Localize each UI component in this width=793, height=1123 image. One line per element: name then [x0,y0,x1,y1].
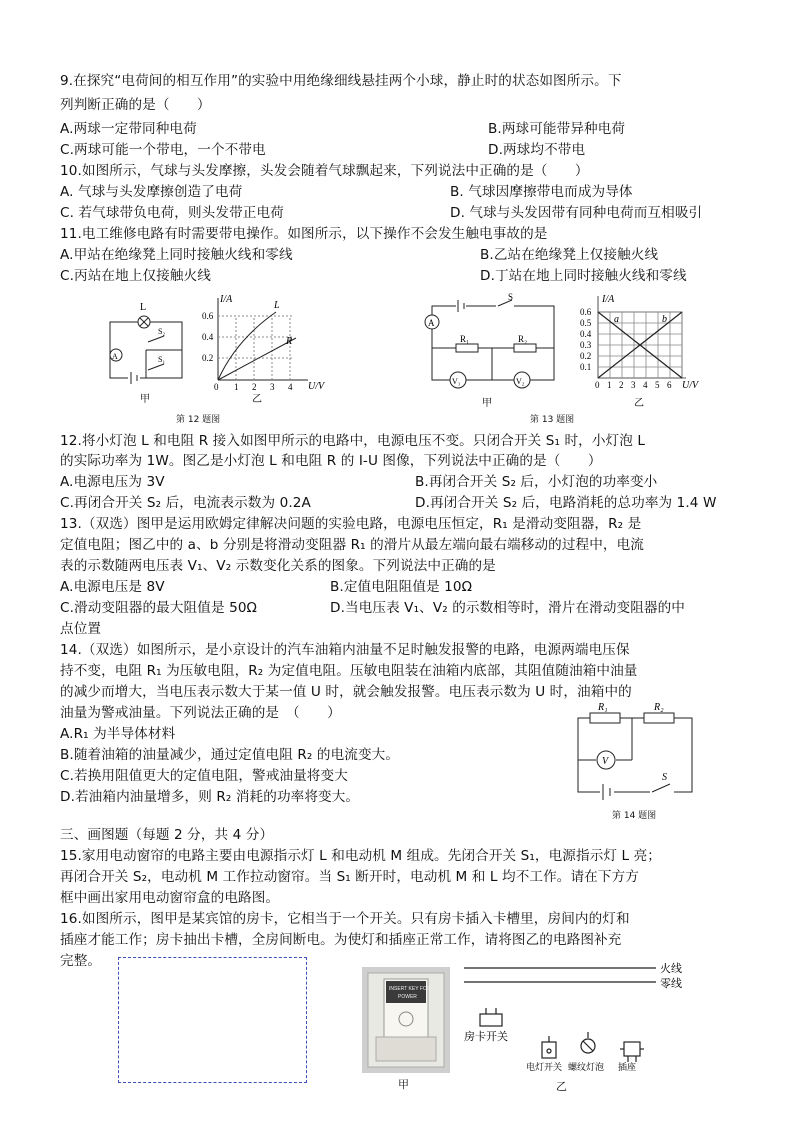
fig12-line-r-label: R [286,336,293,347]
q14-option-c: C.若换用阻值更大的定值电阻，警戒油量将变大 [60,768,348,784]
q12-option-d: D.再闭合开关 S₂ 后，电路消耗的总功率为 1.4 W [415,495,717,511]
fig12-x-tick: 2 [252,382,257,392]
q11-option-d: D.丁站在地上同时接触火线和零线 [480,268,687,284]
fig13-y-tick: 0.6 [580,307,592,317]
q16-line2: 插座才能工作；房卡抽出卡槽，全房间断电。为使灯和插座正常工作，请将图乙的电路图补充 [60,932,622,948]
fig16-neutral-wire-label: 零线 [660,978,682,990]
q13-option-b: B.定值电阻阻值是 10Ω [330,579,473,595]
fig13-label-yi: 乙 [634,398,644,409]
q13-option-d-line1: D.当电压表 V₁、V₂ 的示数相等时，滑片在滑动变阻器的中 [330,600,685,616]
fig13-x-axis-label: U/V [682,380,699,391]
q9-option-d: D.两球均不带电 [488,142,586,158]
fig16-label-yi: 乙 [556,1080,568,1093]
q9-option-c: C.两球可能一个带电，一个不带电 [60,142,266,158]
fig16-wiring-diagram [460,958,700,1076]
fig13-switch-label: S [508,292,514,302]
q12-option-b: B.再闭合开关 S₂ 后，小灯泡的功率变小 [415,474,658,490]
lamp-switch-symbol [542,1042,556,1058]
fig12-x-tick: 0 [214,382,219,392]
q11-option-a: A.甲站在绝缘凳上同时接触火线和零线 [60,247,293,263]
q13-stem-line2: 定值电阻；图乙中的 a、b 分别是将滑动变阻器 R₁ 的滑片从最左端向最右端移动的过程中，电流 [60,537,644,553]
fig13-x-tick: 2 [619,380,624,390]
q14-stem-line2: 持不变，电阻 R₁ 为压敏电阻，R₂ 为定值电阻。压敏电阻装在油箱内底部，其阻值随油箱中油量 [60,663,638,679]
fig13-ammeter-label: A [428,318,435,328]
fig12-circuit [110,316,182,384]
q9-stem-line1: 9.在探究“电荷间的相互作用”的实验中用绝缘细线悬挂两个小球，静止时的状态如图所示。下 [60,73,622,89]
fig12-curve-l-label: L [274,300,280,311]
fig12-y-axis-label: I/A [220,294,233,305]
fig16-card-text1: INSERT KEY FOR [389,986,431,992]
q14-stem-line4: 油量为警戒油量。下列说法正确的是 （ ） [60,705,341,721]
fig13-r2-label: R₂ [518,334,528,344]
q15-line2: 再闭合开关 S₂，电动机 M 工作拉动窗帘。当 S₁ 断开时，电动机 M 和 L 均不工作。请在下方方 [60,869,639,885]
section-3-heading: 三、画图题（每题 2 分，共 4 分） [60,827,274,843]
fig16-label-jia: 甲 [398,1078,410,1091]
q13-option-c: C.滑动变阻器的最大阻值是 50Ω [60,600,258,616]
fig13-x-tick: 0 [595,380,600,390]
fig16-lamp-switch-label: 电灯开关 [526,1062,563,1072]
q15-line1: 15.家用电动窗帘的电路主要由电源指示灯 L 和电动机 M 组成。先闭合开关 S₁，电源指示灯 L 亮； [60,848,661,864]
fig12-x-tick: 4 [288,382,293,392]
fig13-x-tick: 1 [607,380,612,390]
fig12-x-tick: 1 [234,382,239,392]
fig13-label-jia: 甲 [482,398,492,409]
q14-option-d: D.若油箱内油量增多，则 R₂ 消耗的功率将变大。 [60,789,360,805]
fig13-y-tick: 0.1 [580,362,592,372]
q13-option-d-line2: 点位置 [60,621,102,637]
fig13-line-a-label: a [614,314,619,325]
q11-option-c: C.丙站在地上仅接触火线 [60,268,211,284]
fig16-card-switch-label: 房卡开关 [464,1031,508,1043]
fig12-graph [218,298,308,380]
fig12-s1-label: S₁ [158,355,166,364]
fig14-switch-label: S [662,772,667,783]
fig13-circuit [425,300,554,388]
q14-option-b: B.随着油箱的油量减少，通过定值电阻 R₂ 的电流变大。 [60,747,400,763]
q11-stem: 11.电工维修电路有时需要带电操作。如图所示，以下操作不会发生触电事故的是 [60,226,548,242]
fig14-r1-label: R₁ [598,702,608,713]
fig13-x-tick: 4 [643,380,648,390]
card-switch-symbol [480,1014,502,1026]
fig14-caption: 第 14 题图 [612,811,657,821]
fig12-x-axis-label: U/V [308,381,325,392]
q13-stem-line3: 表的示数随两电压表 V₁、V₂ 示数变化关系的图象。下列说法中正确的是 [60,558,496,574]
figure-12 [96,292,326,410]
fig13-x-tick: 6 [667,380,672,390]
q14-stem-line3: 的减少而增大，当电压表示数大于某一值 U 时，就会触发报警。电压表示数为 U 时，油箱中的 [60,684,632,700]
fig12-ammeter-label: A [112,352,118,361]
fig13-x-tick: 3 [631,380,636,390]
q13-option-a: A.电源电压是 8V [60,579,165,595]
answer-drawing-box[interactable] [118,957,307,1083]
fig13-y-tick: 0.4 [580,329,592,339]
fig13-y-tick: 0.5 [580,318,592,328]
q15-line3: 框中画出家用电动窗帘盒的电路图。 [60,890,280,906]
fig14-r2-label: R₂ [654,702,664,713]
q12-stem-line1: 12.将小灯泡 L 和电阻 R 接入如图甲所示的电路中，电源电压不变。只闭合开关 S₁ 时，小灯泡 L [60,433,646,449]
q10-option-a: A. 气球与头发摩擦创造了电荷 [60,184,243,200]
q10-option-c: C. 若气球带负电荷，则头发带正电荷 [60,205,284,221]
fig16-card-photo [362,967,450,1073]
fig12-y-tick: 0.6 [202,311,214,321]
q12-option-c: C.再闭合开关 S₂ 后，电流表示数为 0.2A [60,495,311,511]
fig12-label-jia: 甲 [140,394,150,405]
q14-stem-line1: 14.（双选）如图所示，是小京设计的汽车油箱内油量不足时触发报警的电路，电源两端电压保 [60,642,630,658]
q16-line1: 16.如图所示，图甲是某宾馆的房卡，它相当于一个开关。只有房卡插入卡槽里，房间内的灯和 [60,911,630,927]
q10-option-b: B. 气球因摩擦带电而成为导体 [450,184,633,200]
fig13-v2-label: V₂ [516,377,525,386]
fig13-y-axis-label: I/A [602,294,615,305]
fig12-lamp-label: L [140,302,147,313]
fig13-r1-label: R₁ [460,334,470,344]
fig12-caption: 第 12 题图 [176,415,221,425]
fig12-x-tick: 3 [270,382,275,392]
fig16-socket-label: 插座 [618,1062,637,1072]
fig12-curve-l [218,312,276,380]
fig12-y-tick: 0.2 [202,353,214,363]
q10-option-d: D. 气球与头发因带有同种电荷而互相吸引 [450,205,703,221]
fig13-caption: 第 13 题图 [530,415,575,425]
fig12-s2-label: S₂ [158,327,166,336]
socket-symbol [624,1042,640,1056]
fig13-x-tick: 5 [655,380,660,390]
q11-option-b: B.乙站在绝缘凳上仅接触火线 [480,247,659,263]
figure-13 [418,292,708,412]
fig12-label-yi: 乙 [252,394,262,405]
q14-option-a: A.R₁ 为半导体材料 [60,726,176,742]
q12-stem-line2: 的实际功率为 1W。图乙是小灯泡 L 和电阻 R 的 I-U 图像，下列说法中正确的是（ ） [60,453,602,469]
fig16-card-text2: POWER [398,994,417,1000]
fig13-graph [598,296,686,378]
fig16-live-wire-label: 火线 [660,963,682,975]
q16-line3: 完整。 [60,953,102,969]
fig13-y-tick: 0.2 [580,351,592,361]
fig14-voltmeter-label: V [602,756,609,767]
fig16-bulb-label: 螺纹灯泡 [568,1062,605,1072]
q9-option-a: A.两球一定带同种电荷 [60,121,197,137]
q13-stem-line1: 13.（双选）图甲是运用欧姆定律解决问题的实验电路，电源电压恒定，R₁ 是滑动变阻器，R₂ 是 [60,516,642,532]
fig13-line-b-label: b [662,314,667,325]
q9-option-b: B.两球可能带异种电荷 [488,121,626,137]
fig13-y-tick: 0.3 [580,340,592,350]
q9-stem-line2: 列判断正确的是（ ） [60,97,211,113]
fig12-y-tick: 0.4 [202,332,214,342]
fig13-v1-label: V₁ [452,377,461,386]
figure-14 [570,700,700,804]
q10-stem: 10.如图所示，气球与头发摩擦，头发会随着气球飘起来，下列说法中正确的是（ ） [60,163,589,179]
q12-option-a: A.电源电压为 3V [60,474,165,490]
